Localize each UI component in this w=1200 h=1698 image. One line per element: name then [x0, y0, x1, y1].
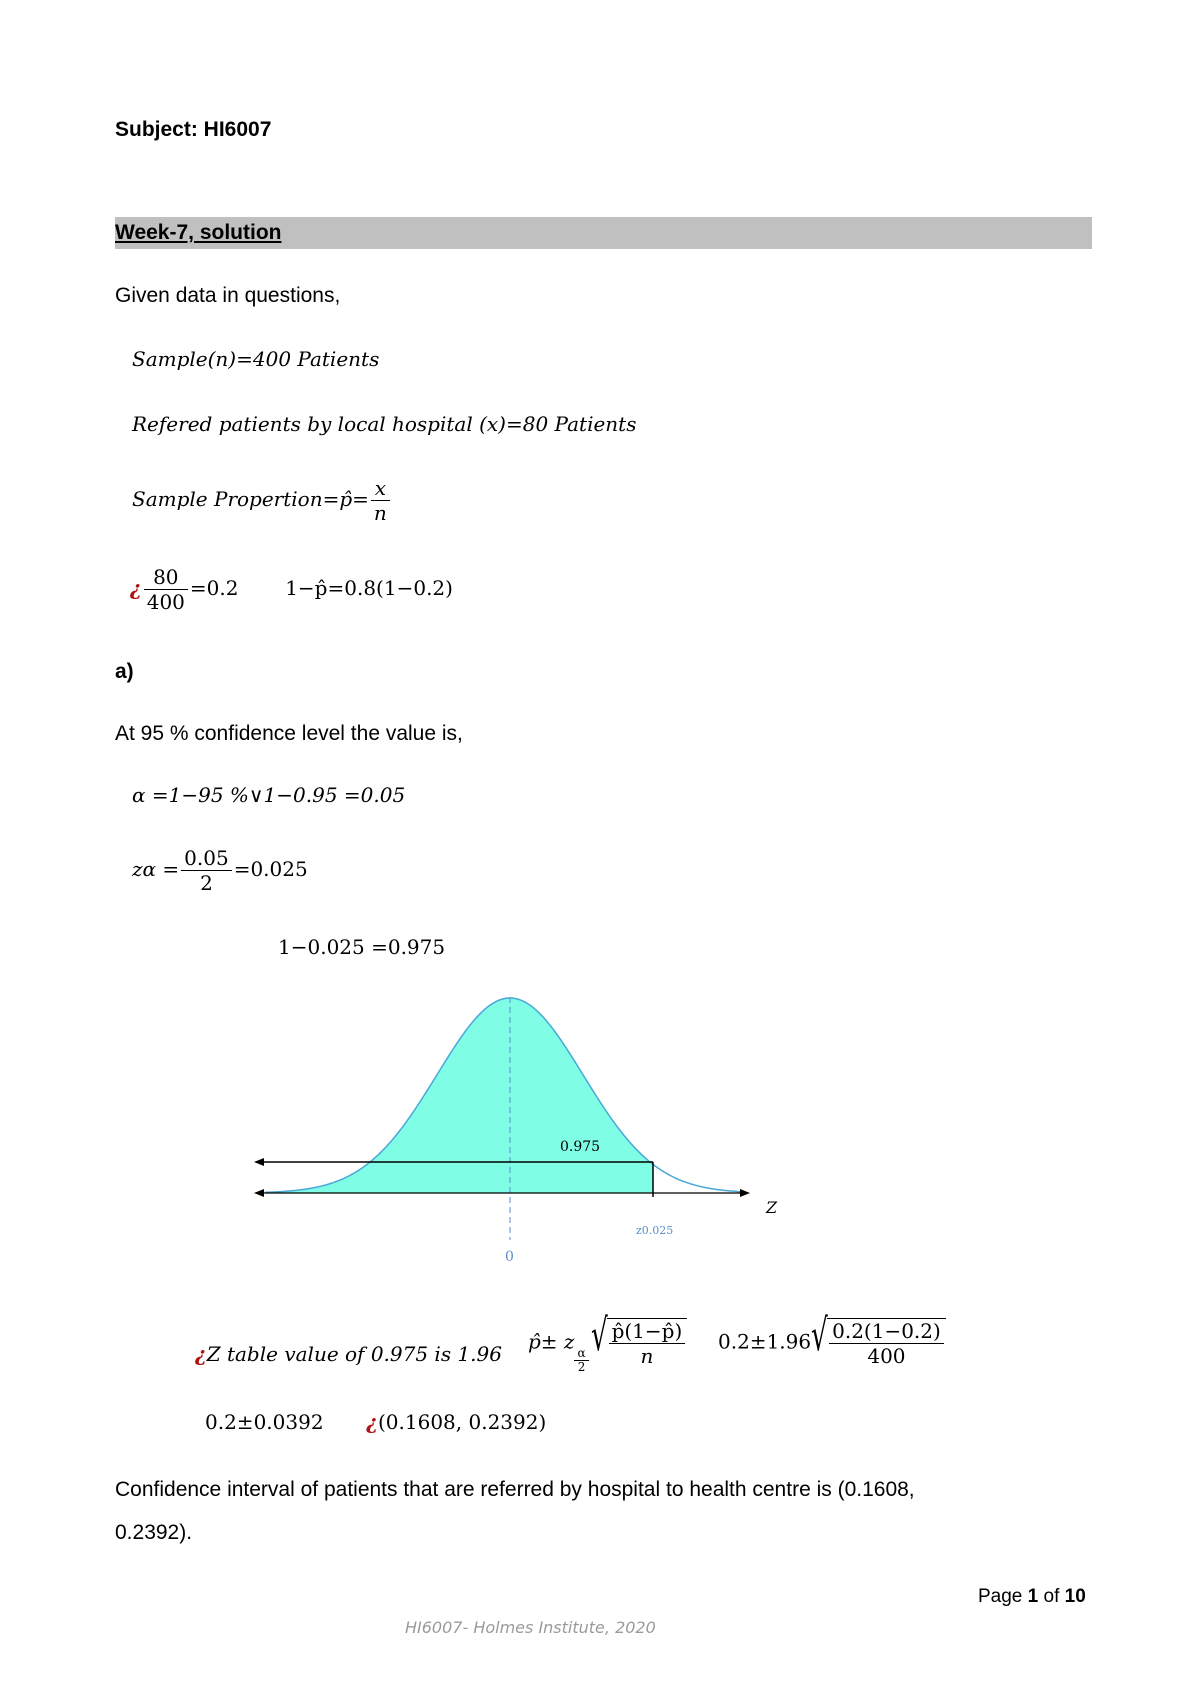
cumulative-arrow-head — [254, 1158, 264, 1166]
equation-ci-values: 0.2±1.96 √ $\frac{0.2(1-0.2)}{400}$ — [718, 1318, 946, 1368]
equation-calc: ¿ $\frac{80}{400}$ =0.2 1−p̂=0.8(1−0.2) — [130, 565, 453, 614]
conclusion-line-1: Confidence interval of patients that are referred by hospital to health centre is (0.1608, — [115, 1478, 915, 1501]
zero-label: 0 — [505, 1249, 514, 1265]
equation-sample: Sample(n)=400 Patients — [132, 347, 380, 371]
z-axis-label: Z — [766, 1198, 778, 1217]
equation-refered: Refered patients by local hospital (x)=80 Patients — [132, 412, 637, 436]
equation-ztable: ¿Z table value of 0.975 is 1.96 — [195, 1342, 502, 1366]
section-heading: Week-7, solution — [115, 221, 282, 244]
critical-value-label: z0.025 — [636, 1224, 674, 1237]
intro-text: Given data in questions, — [115, 284, 341, 307]
normal-distribution-chart — [250, 985, 780, 1270]
equation-result: 0.2±0.0392 ¿(0.1608, 0.2392) — [205, 1410, 547, 1434]
equation-proportion: Sample Propertion=p̂= $\frac{x}{n}$ — [132, 476, 392, 525]
z-axis-left-arrow — [254, 1189, 264, 1197]
z-axis-right-arrow — [740, 1189, 750, 1197]
subject-line: Subject: HI6007 — [115, 118, 272, 141]
confidence-text: At 95 % confidence level the value is, — [115, 722, 463, 745]
shaded-area — [265, 998, 653, 1193]
conclusion-line-2: 0.2392). — [115, 1521, 193, 1544]
equation-ci-formula: p̂± z $\frac{\alpha}{2}$ √ $\frac{p̂(1-p̂)}{n}$ — [528, 1318, 687, 1374]
equation-zalpha: zα = $\frac{0.05}{2}$ =0.025 — [132, 846, 308, 895]
equation-complement: 1−0.025 =0.975 — [278, 935, 446, 959]
part-a-label: a) — [115, 660, 134, 683]
equation-alpha: α =1−95 %∨1−0.95 =0.05 — [132, 783, 406, 807]
footer-text: HI6007- Holmes Institute, 2020 — [405, 1618, 656, 1637]
area-label: 0.975 — [560, 1139, 601, 1155]
page-number: Page 1 of 10 — [978, 1586, 1086, 1607]
